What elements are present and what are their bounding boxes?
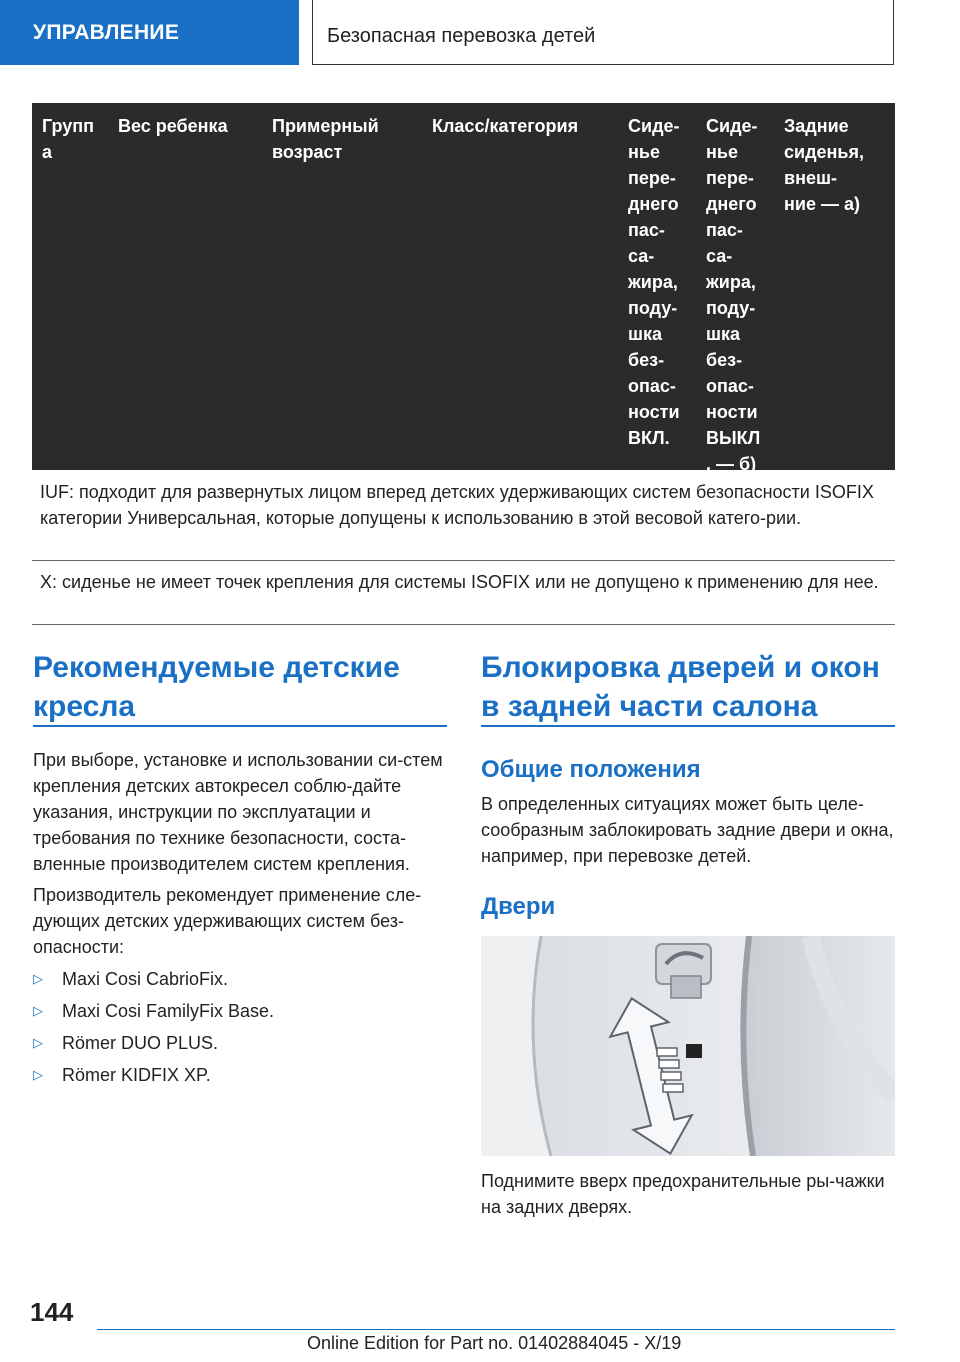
recommended-seats-list bbox=[33, 963, 453, 1091]
page-title: Безопасная перевозка детей bbox=[312, 0, 894, 65]
page-number: 144 bbox=[30, 1297, 74, 1327]
divider bbox=[32, 560, 895, 561]
section-tab: УПРАВЛЕНИЕ bbox=[0, 0, 299, 65]
paragraph: Производитель рекомендует применение сле-дующих детских удерживающих систем без-опасности: bbox=[33, 885, 422, 957]
paragraph: В определенных ситуациях может быть целе-сообразным заблокировать задние двери и окна, например, при перевозке детей. bbox=[481, 794, 894, 866]
door-lock-drawing bbox=[481, 936, 895, 1156]
col-header-class: Класс/категория bbox=[432, 116, 579, 136]
list-item: ▷ Maxi Cosi FamilyFix Base. bbox=[33, 995, 453, 1027]
section-heading-child-seats: Рекомендуемые детские кресла bbox=[33, 651, 400, 723]
col-header-rear-outer-seats: Задние сиденья, внеш- ние — а) bbox=[784, 116, 864, 214]
heading-underline bbox=[33, 725, 447, 727]
note-x: X: сиденье не имеет точек крепления для системы ISOFIX или не допущено к применению для нее. bbox=[40, 572, 879, 592]
edition-info: Online Edition for Part no. 01402884045 - X/19 bbox=[307, 1333, 682, 1353]
divider bbox=[32, 624, 895, 625]
col-header-front-seat-airbag-on: Сиде- нье пере- днего пас- са- жира, поду- шка без- опас- ности ВКЛ. bbox=[628, 116, 680, 448]
triangle-bullet-icon: ▷ bbox=[33, 1035, 43, 1050]
col-header-group: Групп а bbox=[42, 116, 95, 162]
illustration-caption: Поднимите вверх предохранительные ры-чажки на задних дверях. bbox=[481, 1171, 885, 1217]
subheading-doors: Двери bbox=[481, 893, 556, 920]
subheading-general: Общие положения bbox=[481, 756, 701, 783]
door-child-lock-illustration bbox=[481, 936, 895, 1156]
section-heading-door-lock: Блокировка дверей и окон в задней части салона bbox=[481, 651, 880, 723]
col-header-age: Примерный возраст bbox=[272, 116, 379, 162]
list-item: ▷ Römer KIDFIX XP. bbox=[33, 1059, 453, 1091]
triangle-bullet-icon: ▷ bbox=[33, 1067, 43, 1082]
note-iuf: IUF: подходит для развернутых лицом вперед детских удерживающих систем безопасности ISOFIX категории Универсальная, которые допущены к использованию в этой весовой катего-рии. bbox=[40, 482, 874, 528]
col-header-weight: Вес ребенка bbox=[118, 116, 228, 136]
triangle-bullet-icon: ▷ bbox=[33, 1003, 43, 1018]
list-item: ▷ Römer DUO PLUS. bbox=[33, 1027, 453, 1059]
list-item: ▷ Maxi Cosi CabrioFix. bbox=[33, 963, 453, 995]
table-header bbox=[32, 103, 895, 474]
col-header-front-seat-airbag-off: Сиде- нье пере- днего пас- са- жира, поду- шка без- опас- ности ВЫКЛ . — б) bbox=[706, 116, 761, 474]
triangle-bullet-icon: ▷ bbox=[33, 971, 43, 986]
heading-underline bbox=[481, 725, 895, 727]
footer-divider bbox=[97, 1329, 895, 1330]
paragraph: При выборе, установке и использовании си-стем крепления детских автокресел соблю-дайте указания, инструкции по эксплуатации и требования по технике безопасности, соста-вленные производителем систем крепления. bbox=[33, 750, 443, 874]
